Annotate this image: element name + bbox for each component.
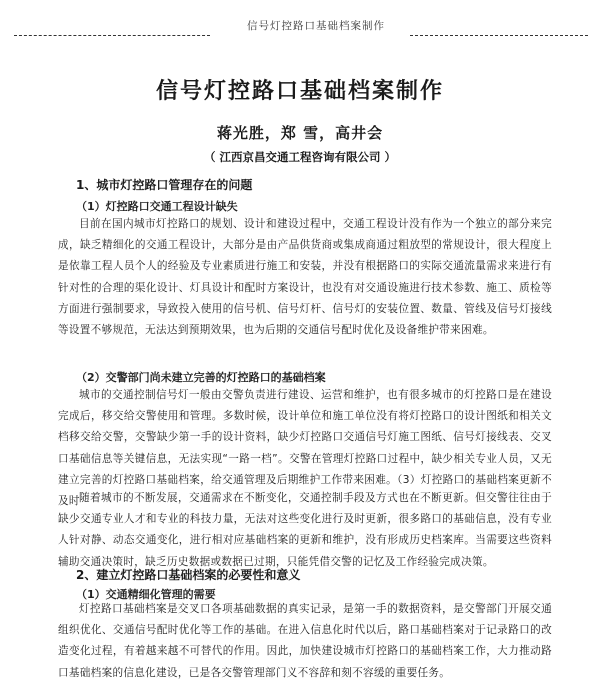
section-1-paragraph-2: 城市的交通控制信号灯一般由交警负责进行建设、运营和维护，也有很多城市的灯控路口是在建设完成后，移交给交警使用和管理。多数时候，设计单位和施工单位没有将灯控路口的设计图纸和相关文档移交给交警，交警缺少第一手的设计资料，缺少灯控路口交通信号灯施工图纸、信号灯接线表、交叉口基础信息等关键信息，无法实现“一路一档”。交警在管理灯控路口过程中，缺少相关专业人员，又无建立完善的灯控路口基础档案，给交通管理及后期维护工作带来困难。（3）灯控路口的基础档案更新不及时 xyxy=(58,389,552,508)
section-2-paragraph-1: 灯控路口基础档案是交叉口各项基础数据的真实记录，是第一手的数据资料，是交警部门开展交通组织优化、交通信号配时优化等工作的基础。在进入信息化时代以后，路口基础档案对于记录路口的改造变化过程，有着越来越不可替代的作用。因此，加快建设城市灯控路口的基础档案工作，大力推动路口基础档案的信息化建设，已是各交警管理部门义不容辞和刻不容缓的重要任务。 xyxy=(58,603,552,679)
section-2-heading: 2、建立灯控路口基础档案的必要性和意义 xyxy=(76,568,301,582)
running-title: 信号灯控路口基础档案制作 xyxy=(236,18,396,33)
header-rule-left xyxy=(14,35,210,36)
section-1-heading: 1、城市灯控路口管理存在的问题 xyxy=(76,178,253,192)
article-affiliation: （ 江西京昌交通工程咨询有限公司 ） xyxy=(203,150,396,164)
header-rule-right xyxy=(410,35,588,36)
section-1-paragraph-3: 随着城市的不断发展，交通需求在不断变化，交通控制手段及方式也在不断更新。但交警往往由于缺少交通专业人才和专业的科技力量，无法对这些变化进行及时更新，很多路口的基础信息，没有专业人针对静、动态交通变化，进行相对应基础档案的更新和维护，没有形成历史档案库。当需要这些资料辅助交通决策时，缺乏历史数据或数据已过期，只能凭借交警的记忆及工作经验完成决策。 xyxy=(58,492,552,568)
article-title: 信号灯控路口基础档案制作 xyxy=(155,79,444,104)
running-header xyxy=(14,8,588,34)
section-1-paragraph-1: 目前在国内城市灯控路口的规划、设计和建设过程中，交通工程设计没有作为一个独立的部分来完成，缺乏精细化的交通工程设计，大部分是由产品供货商或集成商通过粗放型的常规设计，很大程度上是依靠工程人员个人的经验及专业素质进行施工和安装，并没有根据路口的实际交通流量需求来进行有针对性的合理的渠化设计、灯具设计和配时方案设计，也没有对交通设施进行技术参数、施工、质检等方面进行强制要求，导致投入使用的信号机、信号灯杆、信号灯的安装位置、数量、管线及信号灯接线等设置不够规范，无法达到预期效果，也为后期的交通信号配时优化及设备维护带来困难。 xyxy=(58,218,552,337)
section-1-sub-2: （2）交警部门尚未建立完善的灯控路口的基础档案 xyxy=(76,371,326,384)
article-authors: 蒋光胜，郑 雪，高井会 xyxy=(216,124,384,142)
section-1-sub-1: （1）灯控路口交通工程设计缺失 xyxy=(76,200,238,213)
section-2-sub-1: （1）交通精细化管理的需要 xyxy=(76,588,216,601)
